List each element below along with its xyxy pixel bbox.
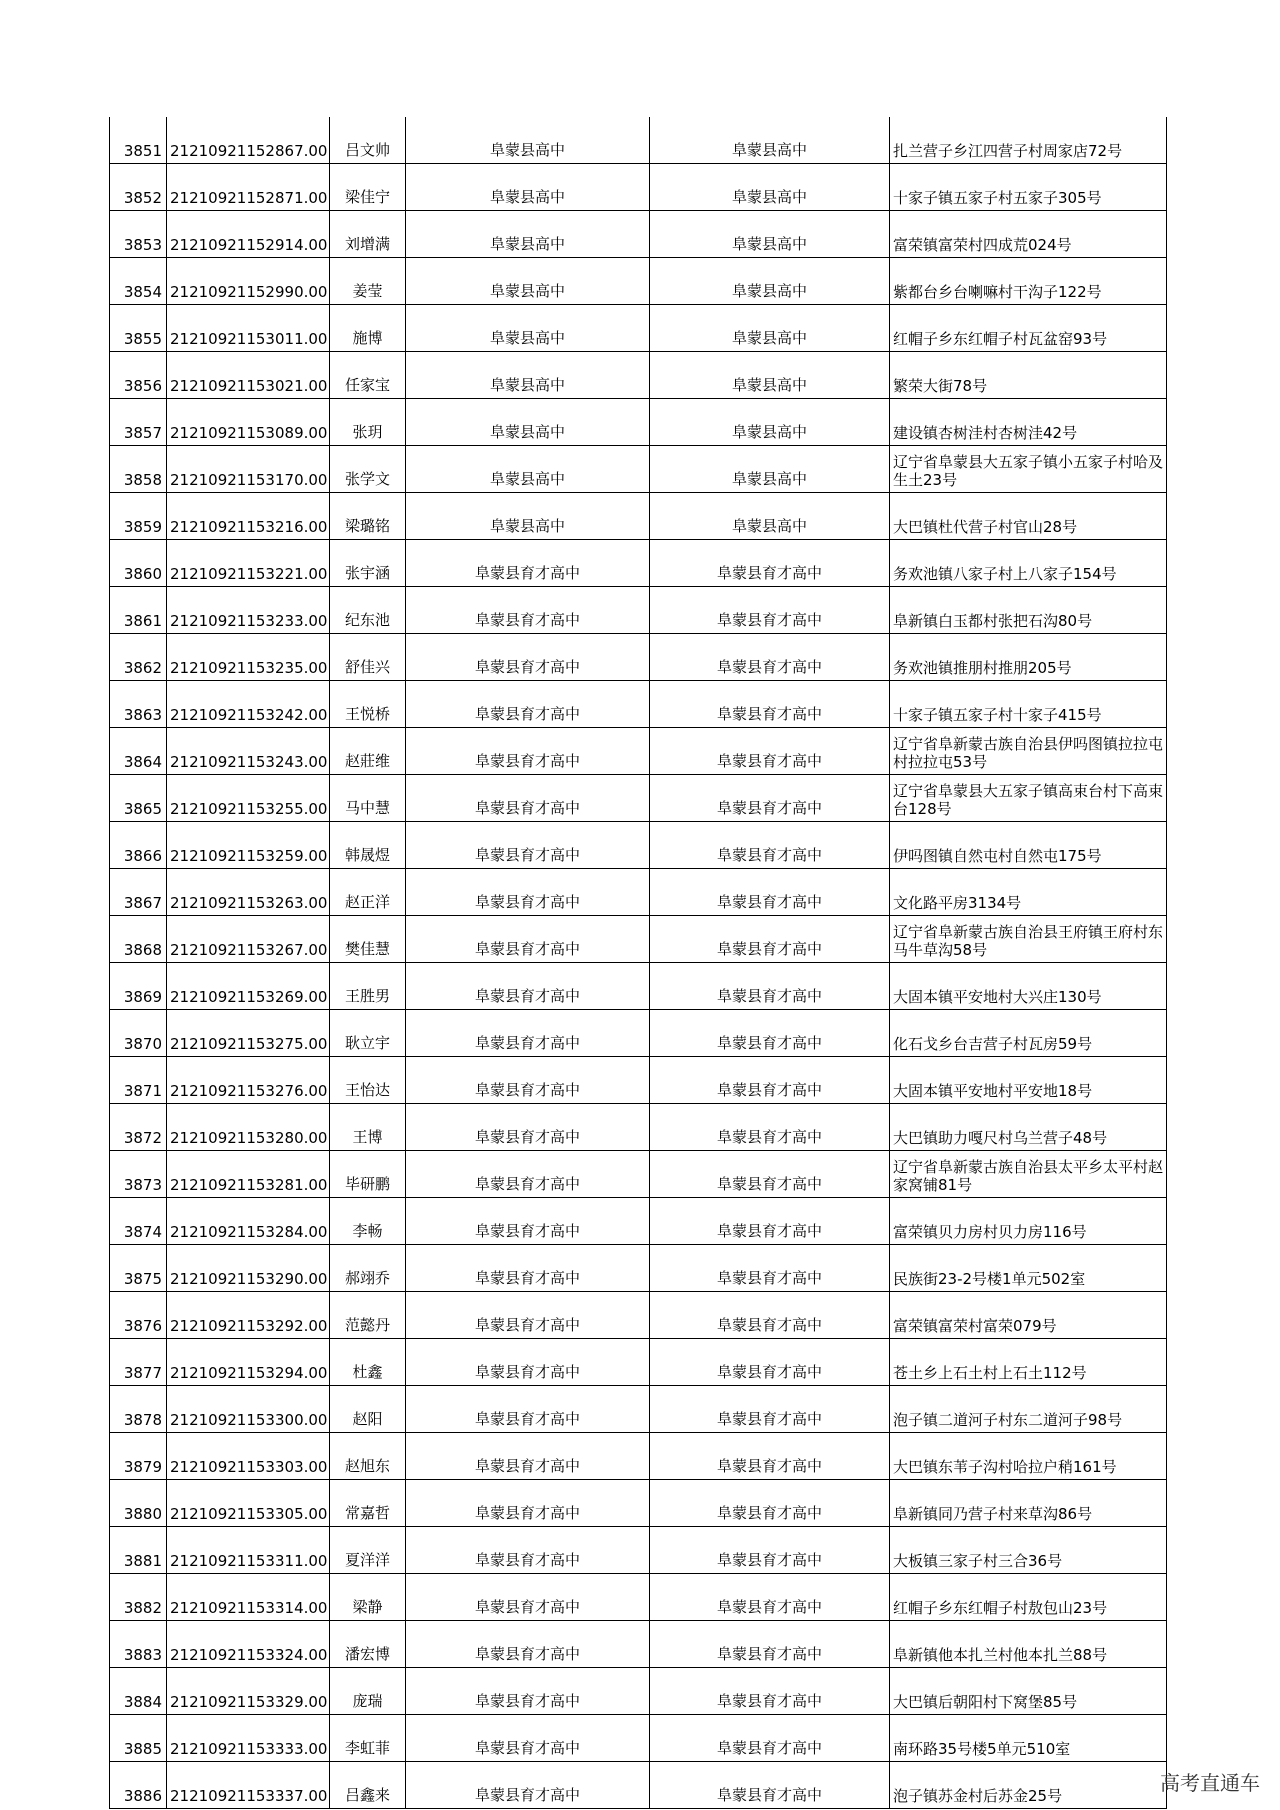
student-name-cell: 韩晟煜 (330, 822, 406, 869)
school-name-cell: 阜蒙县高中 (406, 117, 650, 164)
admission-school-cell: 阜蒙县育才高中 (650, 1292, 890, 1339)
home-address-cell: 大巴镇杜代营子村官山28号 (890, 493, 1167, 540)
table-row (110, 1386, 1167, 1433)
table-row (110, 963, 1167, 1010)
student-name-cell: 赵莊维 (330, 728, 406, 775)
row-number-cell: 3853 (110, 211, 167, 258)
home-address-cell: 化石戈乡台吉营子村瓦房59号 (890, 1010, 1167, 1057)
student-id-cell: 21210921153294.00 (167, 1339, 330, 1386)
admission-school-cell: 阜蒙县育才高中 (650, 1433, 890, 1480)
table-row (110, 728, 1167, 775)
student-id-cell: 21210921153284.00 (167, 1198, 330, 1245)
school-name-cell: 阜蒙县高中 (406, 164, 650, 211)
student-name-cell: 毕研鹏 (330, 1151, 406, 1198)
student-id-cell: 21210921152871.00 (167, 164, 330, 211)
admission-school-cell: 阜蒙县育才高中 (650, 1339, 890, 1386)
home-address-cell: 大巴镇东苇子沟村哈拉户稍161号 (890, 1433, 1167, 1480)
row-number-cell: 3874 (110, 1198, 167, 1245)
student-name-cell: 王怡达 (330, 1057, 406, 1104)
school-name-cell: 阜蒙县育才高中 (406, 1245, 650, 1292)
row-number-cell: 3856 (110, 352, 167, 399)
row-number-cell: 3879 (110, 1433, 167, 1480)
student-id-cell: 21210921153275.00 (167, 1010, 330, 1057)
table-row (110, 446, 1167, 493)
student-name-cell: 李畅 (330, 1198, 406, 1245)
student-id-cell: 21210921153300.00 (167, 1386, 330, 1433)
student-name-cell: 耿立宇 (330, 1010, 406, 1057)
table-row (110, 211, 1167, 258)
admission-school-cell: 阜蒙县高中 (650, 305, 890, 352)
student-name-cell: 范懿丹 (330, 1292, 406, 1339)
table-row (110, 164, 1167, 211)
admission-school-cell: 阜蒙县育才高中 (650, 587, 890, 634)
student-name-cell: 任家宝 (330, 352, 406, 399)
student-id-cell: 21210921153263.00 (167, 869, 330, 916)
row-number-cell: 3857 (110, 399, 167, 446)
school-name-cell: 阜蒙县育才高中 (406, 1386, 650, 1433)
admission-school-cell: 阜蒙县育才高中 (650, 1480, 890, 1527)
admission-school-cell: 阜蒙县育才高中 (650, 869, 890, 916)
table-row (110, 634, 1167, 681)
table-row (110, 681, 1167, 728)
student-name-cell: 赵阳 (330, 1386, 406, 1433)
student-table-body (110, 117, 1167, 1809)
student-id-cell: 21210921153290.00 (167, 1245, 330, 1292)
home-address-cell: 十家子镇五家子村十家子415号 (890, 681, 1167, 728)
admission-school-cell: 阜蒙县育才高中 (650, 634, 890, 681)
table-row (110, 1527, 1167, 1574)
home-address-cell: 红帽子乡东红帽子村敖包山23号 (890, 1574, 1167, 1621)
table-row (110, 822, 1167, 869)
row-number-cell: 3855 (110, 305, 167, 352)
home-address-cell: 辽宁省阜新蒙古族自治县太平乡太平村赵家窝铺81号 (890, 1151, 1167, 1198)
student-id-cell: 21210921153011.00 (167, 305, 330, 352)
row-number-cell: 3872 (110, 1104, 167, 1151)
row-number-cell: 3883 (110, 1621, 167, 1668)
student-id-cell: 21210921153221.00 (167, 540, 330, 587)
student-id-cell: 21210921153281.00 (167, 1151, 330, 1198)
school-name-cell: 阜蒙县高中 (406, 352, 650, 399)
admission-school-cell: 阜蒙县育才高中 (650, 1621, 890, 1668)
school-name-cell: 阜蒙县育才高中 (406, 775, 650, 822)
student-id-cell: 21210921153267.00 (167, 916, 330, 963)
student-id-cell: 21210921152867.00 (167, 117, 330, 164)
school-name-cell: 阜蒙县高中 (406, 399, 650, 446)
student-name-cell: 李虹菲 (330, 1715, 406, 1762)
home-address-cell: 阜新镇白玉都村张把石沟80号 (890, 587, 1167, 634)
student-name-cell: 梁静 (330, 1574, 406, 1621)
row-number-cell: 3880 (110, 1480, 167, 1527)
row-number-cell: 3885 (110, 1715, 167, 1762)
student-id-cell: 21210921153337.00 (167, 1762, 330, 1809)
home-address-cell: 文化路平房3134号 (890, 869, 1167, 916)
admission-school-cell: 阜蒙县育才高中 (650, 1151, 890, 1198)
table-row (110, 775, 1167, 822)
admission-school-cell: 阜蒙县育才高中 (650, 728, 890, 775)
school-name-cell: 阜蒙县育才高中 (406, 681, 650, 728)
school-name-cell: 阜蒙县育才高中 (406, 963, 650, 1010)
admission-school-cell: 阜蒙县育才高中 (650, 916, 890, 963)
school-name-cell: 阜蒙县育才高中 (406, 822, 650, 869)
school-name-cell: 阜蒙县育才高中 (406, 728, 650, 775)
admission-school-cell: 阜蒙县育才高中 (650, 822, 890, 869)
school-name-cell: 阜蒙县高中 (406, 211, 650, 258)
student-name-cell: 刘增满 (330, 211, 406, 258)
admission-school-cell: 阜蒙县高中 (650, 399, 890, 446)
student-name-cell: 马中慧 (330, 775, 406, 822)
student-id-cell: 21210921153243.00 (167, 728, 330, 775)
table-row (110, 305, 1167, 352)
admission-school-cell: 阜蒙县育才高中 (650, 1762, 890, 1809)
student-name-cell: 姜莹 (330, 258, 406, 305)
home-address-cell: 富荣镇贝力房村贝力房116号 (890, 1198, 1167, 1245)
row-number-cell: 3859 (110, 493, 167, 540)
home-address-cell: 大固本镇平安地村平安地18号 (890, 1057, 1167, 1104)
row-number-cell: 3870 (110, 1010, 167, 1057)
student-name-cell: 吕文帅 (330, 117, 406, 164)
student-name-cell: 舒佳兴 (330, 634, 406, 681)
admission-school-cell: 阜蒙县育才高中 (650, 1198, 890, 1245)
home-address-cell: 务欢池镇八家子村上八家子154号 (890, 540, 1167, 587)
student-id-cell: 21210921153269.00 (167, 963, 330, 1010)
table-row (110, 1715, 1167, 1762)
table-row (110, 258, 1167, 305)
row-number-cell: 3884 (110, 1668, 167, 1715)
admission-school-cell: 阜蒙县育才高中 (650, 1245, 890, 1292)
school-name-cell: 阜蒙县育才高中 (406, 1057, 650, 1104)
home-address-cell: 繁荣大街78号 (890, 352, 1167, 399)
admission-school-cell: 阜蒙县高中 (650, 258, 890, 305)
table-row (110, 869, 1167, 916)
home-address-cell: 辽宁省阜新蒙古族自治县伊吗图镇拉拉屯村拉拉屯53号 (890, 728, 1167, 775)
table-row (110, 1292, 1167, 1339)
row-number-cell: 3867 (110, 869, 167, 916)
table-row (110, 1621, 1167, 1668)
row-number-cell: 3858 (110, 446, 167, 493)
student-name-cell: 杜鑫 (330, 1339, 406, 1386)
row-number-cell: 3864 (110, 728, 167, 775)
home-address-cell: 大巴镇后朝阳村下窝堡85号 (890, 1668, 1167, 1715)
admission-school-cell: 阜蒙县育才高中 (650, 1668, 890, 1715)
row-number-cell: 3875 (110, 1245, 167, 1292)
student-name-cell: 张学文 (330, 446, 406, 493)
admission-school-cell: 阜蒙县高中 (650, 352, 890, 399)
row-number-cell: 3876 (110, 1292, 167, 1339)
school-name-cell: 阜蒙县育才高中 (406, 634, 650, 681)
admission-school-cell: 阜蒙县育才高中 (650, 963, 890, 1010)
home-address-cell: 伊吗图镇自然屯村自然屯175号 (890, 822, 1167, 869)
row-number-cell: 3881 (110, 1527, 167, 1574)
table-row (110, 540, 1167, 587)
home-address-cell: 泡子镇苏金村后苏金25号 (890, 1762, 1167, 1809)
admission-school-cell: 阜蒙县高中 (650, 164, 890, 211)
student-name-cell: 王胜男 (330, 963, 406, 1010)
student-id-cell: 21210921153259.00 (167, 822, 330, 869)
student-name-cell: 常嘉哲 (330, 1480, 406, 1527)
school-name-cell: 阜蒙县育才高中 (406, 1715, 650, 1762)
home-address-cell: 辽宁省阜蒙县大五家子镇小五家子村哈及生土23号 (890, 446, 1167, 493)
row-number-cell: 3873 (110, 1151, 167, 1198)
school-name-cell: 阜蒙县育才高中 (406, 587, 650, 634)
admission-school-cell: 阜蒙县育才高中 (650, 1057, 890, 1104)
student-id-cell: 21210921153305.00 (167, 1480, 330, 1527)
admission-school-cell: 阜蒙县高中 (650, 446, 890, 493)
admission-school-cell: 阜蒙县育才高中 (650, 775, 890, 822)
home-address-cell: 富荣镇富荣村富荣079号 (890, 1292, 1167, 1339)
school-name-cell: 阜蒙县高中 (406, 493, 650, 540)
admission-school-cell: 阜蒙县育才高中 (650, 540, 890, 587)
table-row (110, 587, 1167, 634)
school-name-cell: 阜蒙县育才高中 (406, 540, 650, 587)
school-name-cell: 阜蒙县育才高中 (406, 1339, 650, 1386)
student-name-cell: 纪东池 (330, 587, 406, 634)
watermark-text: 高考直通车 (1160, 1771, 1260, 1795)
student-id-cell: 21210921153329.00 (167, 1668, 330, 1715)
student-id-cell: 21210921153021.00 (167, 352, 330, 399)
admission-school-cell: 阜蒙县育才高中 (650, 1386, 890, 1433)
student-name-cell: 郝翊乔 (330, 1245, 406, 1292)
home-address-cell: 民族街23-2号楼1单元502室 (890, 1245, 1167, 1292)
student-name-cell: 樊佳慧 (330, 916, 406, 963)
home-address-cell: 富荣镇富荣村四成荒024号 (890, 211, 1167, 258)
row-number-cell: 3860 (110, 540, 167, 587)
admission-school-cell: 阜蒙县育才高中 (650, 1574, 890, 1621)
student-name-cell: 吕鑫来 (330, 1762, 406, 1809)
row-number-cell: 3886 (110, 1762, 167, 1809)
table-row (110, 1010, 1167, 1057)
home-address-cell: 阜新镇他本扎兰村他本扎兰88号 (890, 1621, 1167, 1668)
table-row (110, 1762, 1167, 1809)
admission-school-cell: 阜蒙县高中 (650, 117, 890, 164)
row-number-cell: 3865 (110, 775, 167, 822)
school-name-cell: 阜蒙县育才高中 (406, 1151, 650, 1198)
admission-school-cell: 阜蒙县育才高中 (650, 1527, 890, 1574)
student-id-cell: 21210921153242.00 (167, 681, 330, 728)
student-name-cell: 王博 (330, 1104, 406, 1151)
school-name-cell: 阜蒙县高中 (406, 446, 650, 493)
home-address-cell: 阜新镇同乃营子村来草沟86号 (890, 1480, 1167, 1527)
table-row (110, 1245, 1167, 1292)
student-name-cell: 张宇涵 (330, 540, 406, 587)
school-name-cell: 阜蒙县高中 (406, 305, 650, 352)
home-address-cell: 南环路35号楼5单元510室 (890, 1715, 1167, 1762)
student-id-cell: 21210921153255.00 (167, 775, 330, 822)
student-id-cell: 21210921153235.00 (167, 634, 330, 681)
row-number-cell: 3871 (110, 1057, 167, 1104)
table-row (110, 1339, 1167, 1386)
student-name-cell: 王悦桥 (330, 681, 406, 728)
student-id-cell: 21210921153170.00 (167, 446, 330, 493)
table-row (110, 493, 1167, 540)
school-name-cell: 阜蒙县育才高中 (406, 1104, 650, 1151)
student-id-cell: 21210921153089.00 (167, 399, 330, 446)
row-number-cell: 3878 (110, 1386, 167, 1433)
student-name-cell: 庞瑞 (330, 1668, 406, 1715)
admission-school-cell: 阜蒙县育才高中 (650, 1010, 890, 1057)
admission-school-cell: 阜蒙县育才高中 (650, 1104, 890, 1151)
home-address-cell: 扎兰营子乡江四营子村周家店72号 (890, 117, 1167, 164)
student-id-cell: 21210921153324.00 (167, 1621, 330, 1668)
row-number-cell: 3852 (110, 164, 167, 211)
student-name-cell: 赵正洋 (330, 869, 406, 916)
table-row (110, 1574, 1167, 1621)
school-name-cell: 阜蒙县育才高中 (406, 1198, 650, 1245)
row-number-cell: 3877 (110, 1339, 167, 1386)
student-id-cell: 21210921153216.00 (167, 493, 330, 540)
row-number-cell: 3869 (110, 963, 167, 1010)
home-address-cell: 大固本镇平安地村大兴庄130号 (890, 963, 1167, 1010)
table-row (110, 1480, 1167, 1527)
school-name-cell: 阜蒙县育才高中 (406, 1668, 650, 1715)
home-address-cell: 大巴镇助力嘎尺村乌兰营子48号 (890, 1104, 1167, 1151)
student-id-cell: 21210921153303.00 (167, 1433, 330, 1480)
student-id-cell: 21210921153292.00 (167, 1292, 330, 1339)
row-number-cell: 3854 (110, 258, 167, 305)
school-name-cell: 阜蒙县育才高中 (406, 869, 650, 916)
home-address-cell: 紫都台乡台喇嘛村干沟子122号 (890, 258, 1167, 305)
student-name-cell: 施博 (330, 305, 406, 352)
student-id-cell: 21210921153276.00 (167, 1057, 330, 1104)
home-address-cell: 辽宁省阜蒙县大五家子镇高束台村下高束台128号 (890, 775, 1167, 822)
student-id-cell: 21210921153233.00 (167, 587, 330, 634)
home-address-cell: 红帽子乡东红帽子村瓦盆窑93号 (890, 305, 1167, 352)
student-id-cell: 21210921153311.00 (167, 1527, 330, 1574)
student-name-cell: 夏洋洋 (330, 1527, 406, 1574)
table-row (110, 1151, 1167, 1198)
home-address-cell: 务欢池镇推朋村推朋205号 (890, 634, 1167, 681)
student-table (109, 117, 1167, 1809)
row-number-cell: 3863 (110, 681, 167, 728)
table-row (110, 399, 1167, 446)
student-name-cell: 梁璐铭 (330, 493, 406, 540)
school-name-cell: 阜蒙县育才高中 (406, 1621, 650, 1668)
table-row (110, 1057, 1167, 1104)
school-name-cell: 阜蒙县育才高中 (406, 916, 650, 963)
admission-school-cell: 阜蒙县高中 (650, 493, 890, 540)
school-name-cell: 阜蒙县育才高中 (406, 1480, 650, 1527)
table-row (110, 117, 1167, 164)
student-id-cell: 21210921153333.00 (167, 1715, 330, 1762)
school-name-cell: 阜蒙县育才高中 (406, 1762, 650, 1809)
student-name-cell: 张玥 (330, 399, 406, 446)
table-row (110, 352, 1167, 399)
row-number-cell: 3862 (110, 634, 167, 681)
student-name-cell: 潘宏博 (330, 1621, 406, 1668)
student-id-cell: 21210921152990.00 (167, 258, 330, 305)
home-address-cell: 十家子镇五家子村五家子305号 (890, 164, 1167, 211)
home-address-cell: 大板镇三家子村三合36号 (890, 1527, 1167, 1574)
table-row (110, 1668, 1167, 1715)
row-number-cell: 3851 (110, 117, 167, 164)
row-number-cell: 3882 (110, 1574, 167, 1621)
home-address-cell: 建设镇杏树洼村杏树洼42号 (890, 399, 1167, 446)
table-row (110, 916, 1167, 963)
student-name-cell: 赵旭东 (330, 1433, 406, 1480)
table-row (110, 1104, 1167, 1151)
school-name-cell: 阜蒙县育才高中 (406, 1010, 650, 1057)
table-row (110, 1433, 1167, 1480)
row-number-cell: 3866 (110, 822, 167, 869)
admission-school-cell: 阜蒙县高中 (650, 211, 890, 258)
home-address-cell: 泡子镇二道河子村东二道河子98号 (890, 1386, 1167, 1433)
admission-school-cell: 阜蒙县育才高中 (650, 681, 890, 728)
student-id-cell: 21210921153280.00 (167, 1104, 330, 1151)
admission-school-cell: 阜蒙县育才高中 (650, 1715, 890, 1762)
student-id-cell: 21210921152914.00 (167, 211, 330, 258)
row-number-cell: 3861 (110, 587, 167, 634)
school-name-cell: 阜蒙县育才高中 (406, 1574, 650, 1621)
school-name-cell: 阜蒙县高中 (406, 258, 650, 305)
home-address-cell: 辽宁省阜新蒙古族自治县王府镇王府村东马牛草沟58号 (890, 916, 1167, 963)
school-name-cell: 阜蒙县育才高中 (406, 1527, 650, 1574)
school-name-cell: 阜蒙县育才高中 (406, 1292, 650, 1339)
student-id-cell: 21210921153314.00 (167, 1574, 330, 1621)
home-address-cell: 苍土乡上石土村上石土112号 (890, 1339, 1167, 1386)
school-name-cell: 阜蒙县育才高中 (406, 1433, 650, 1480)
student-name-cell: 梁佳宁 (330, 164, 406, 211)
table-row (110, 1198, 1167, 1245)
row-number-cell: 3868 (110, 916, 167, 963)
